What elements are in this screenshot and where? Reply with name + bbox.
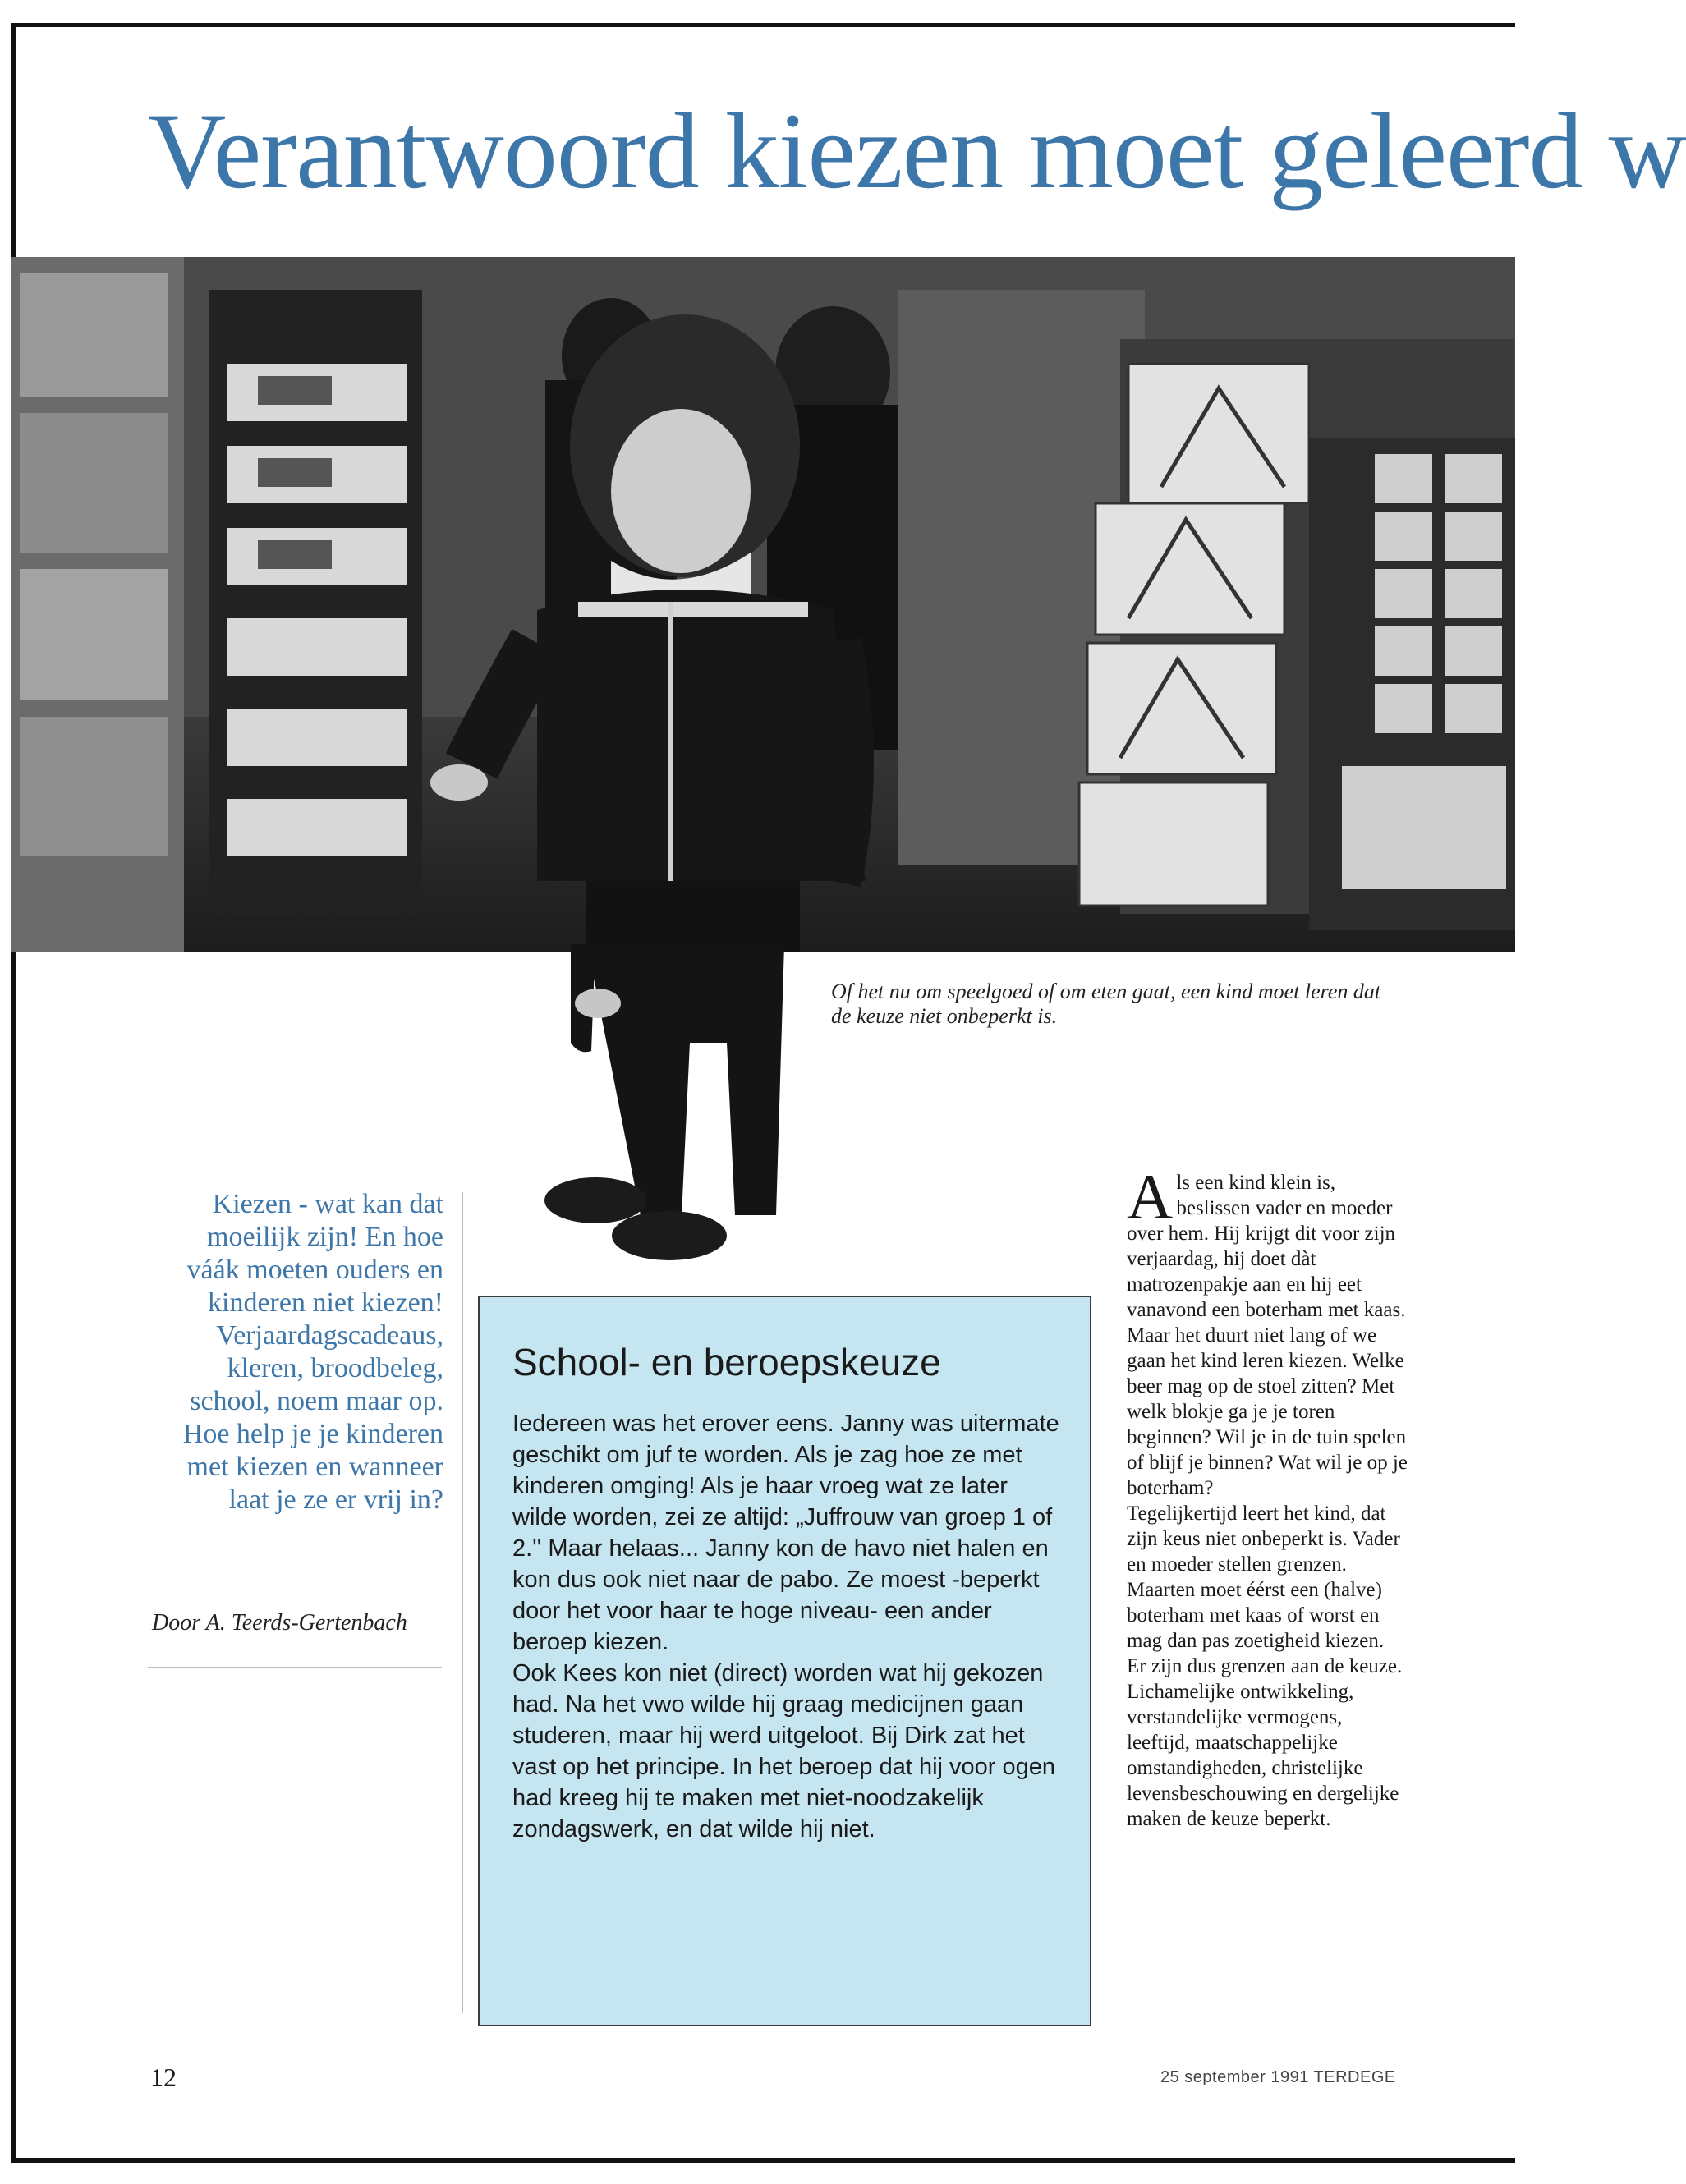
sidebar-title: School- en beroepskeuze <box>512 1341 941 1383</box>
sidebar-paragraph: Iedereen was het erover eens. Janny was uitermate geschikt om juf te worden. Als je zag hoe ze met kinderen omging! Als je haar vroeg wat ze later wilde worden, zei ze altijd: „Juffrouw van groep 1 of 2.'' Maar helaas... Janny kon de havo niet halen en kon dus ook niet naar de pabo. Ze moest -beperkt door het voor haar te hoge niveau- een ander beroep kiezen. <box>512 1411 1059 1655</box>
author-byline: Door A. Teerds-Gertenbach <box>152 1610 407 1636</box>
article-body <box>1127 1161 1410 1832</box>
article-paragraph-text: ls een kind klein is, beslissen vader en moeder over hem. Hij krijgt dit voor zijn verjaardag, hij doet dàt matrozenpakje aan en hij eet vanavond een boterham met kaas. Maar het duurt niet lang of we gaan het kind leren kiezen. Welke beer mag op de stoel zitten? Met welk blokje ga je je toren beginnen? Wil je in de tuin spelen of blijf je binnen? Wat wil je op je boterham? <box>1127 1172 1408 1499</box>
photo-illustration <box>11 257 1515 952</box>
toy-store-photo <box>11 257 1515 952</box>
issue-date: 25 september 1991 <box>1160 2068 1309 2086</box>
sidebar-body <box>512 1408 1061 1845</box>
photo-caption: Of het nu om speelgoed of om eten gaat, een kind moet leren dat de keuze niet onbeperkt is. <box>831 980 1381 1028</box>
article-paragraph <box>1127 1161 1410 1501</box>
byline-divider <box>148 1667 442 1668</box>
article-paragraph: Tegelijkertijd leert het kind, dat zijn keus niet onbeperkt is. Vader en moeder stellen grenzen. Maarten moet éérst een (halve) boterham met kaas of worst en mag dan pas zoetigheid kiezen. <box>1127 1503 1400 1652</box>
sidebar-paragraph: Ook Kees kon niet (direct) worden wat hij gekozen had. Na het vwo wilde hij graag medicijnen gaan studeren, maar hij werd uitgeloot. Bij Dirk zat het vast op het principe. In het beroep dat hij voor ogen had kreeg hij te maken met niet-noodzakelijk zondagswerk, en dat wilde hij niet. <box>512 1660 1055 1842</box>
page-frame-bottom <box>11 2158 1515 2163</box>
page-frame-top <box>11 23 1515 27</box>
magazine-name: TERDEGE <box>1313 2068 1396 2086</box>
article-headline: Verantwoord kiezen moet geleerd w <box>148 90 1686 211</box>
page-number: 12 <box>150 2062 177 2092</box>
intro-text: Kiezen - wat kan dat moeilijk zijn! En hoe váák moeten ouders en kinderen niet kiezen! Verjaardagscadeaus, kleren, broodbeleg, school, noem maar op. Hoe help je je kinderen met kiezen en wanneer laat je ze er vrij in? <box>182 1189 443 1515</box>
column-divider <box>462 1192 463 2013</box>
drop-cap: A <box>1127 1161 1174 1232</box>
footer-issue <box>1160 2068 1396 2087</box>
sidebar-box <box>478 1296 1091 2026</box>
child-legs-cutout <box>411 944 887 1289</box>
article-paragraph: Er zijn dus grenzen aan de keuze. Lichamelijke ontwikkeling, verstandelijke vermogens, leeftijd, maatschappelijke omstandigheden, christelijke levensbeschouwing en dergelijke maken de keuze beperkt. <box>1127 1655 1403 1830</box>
